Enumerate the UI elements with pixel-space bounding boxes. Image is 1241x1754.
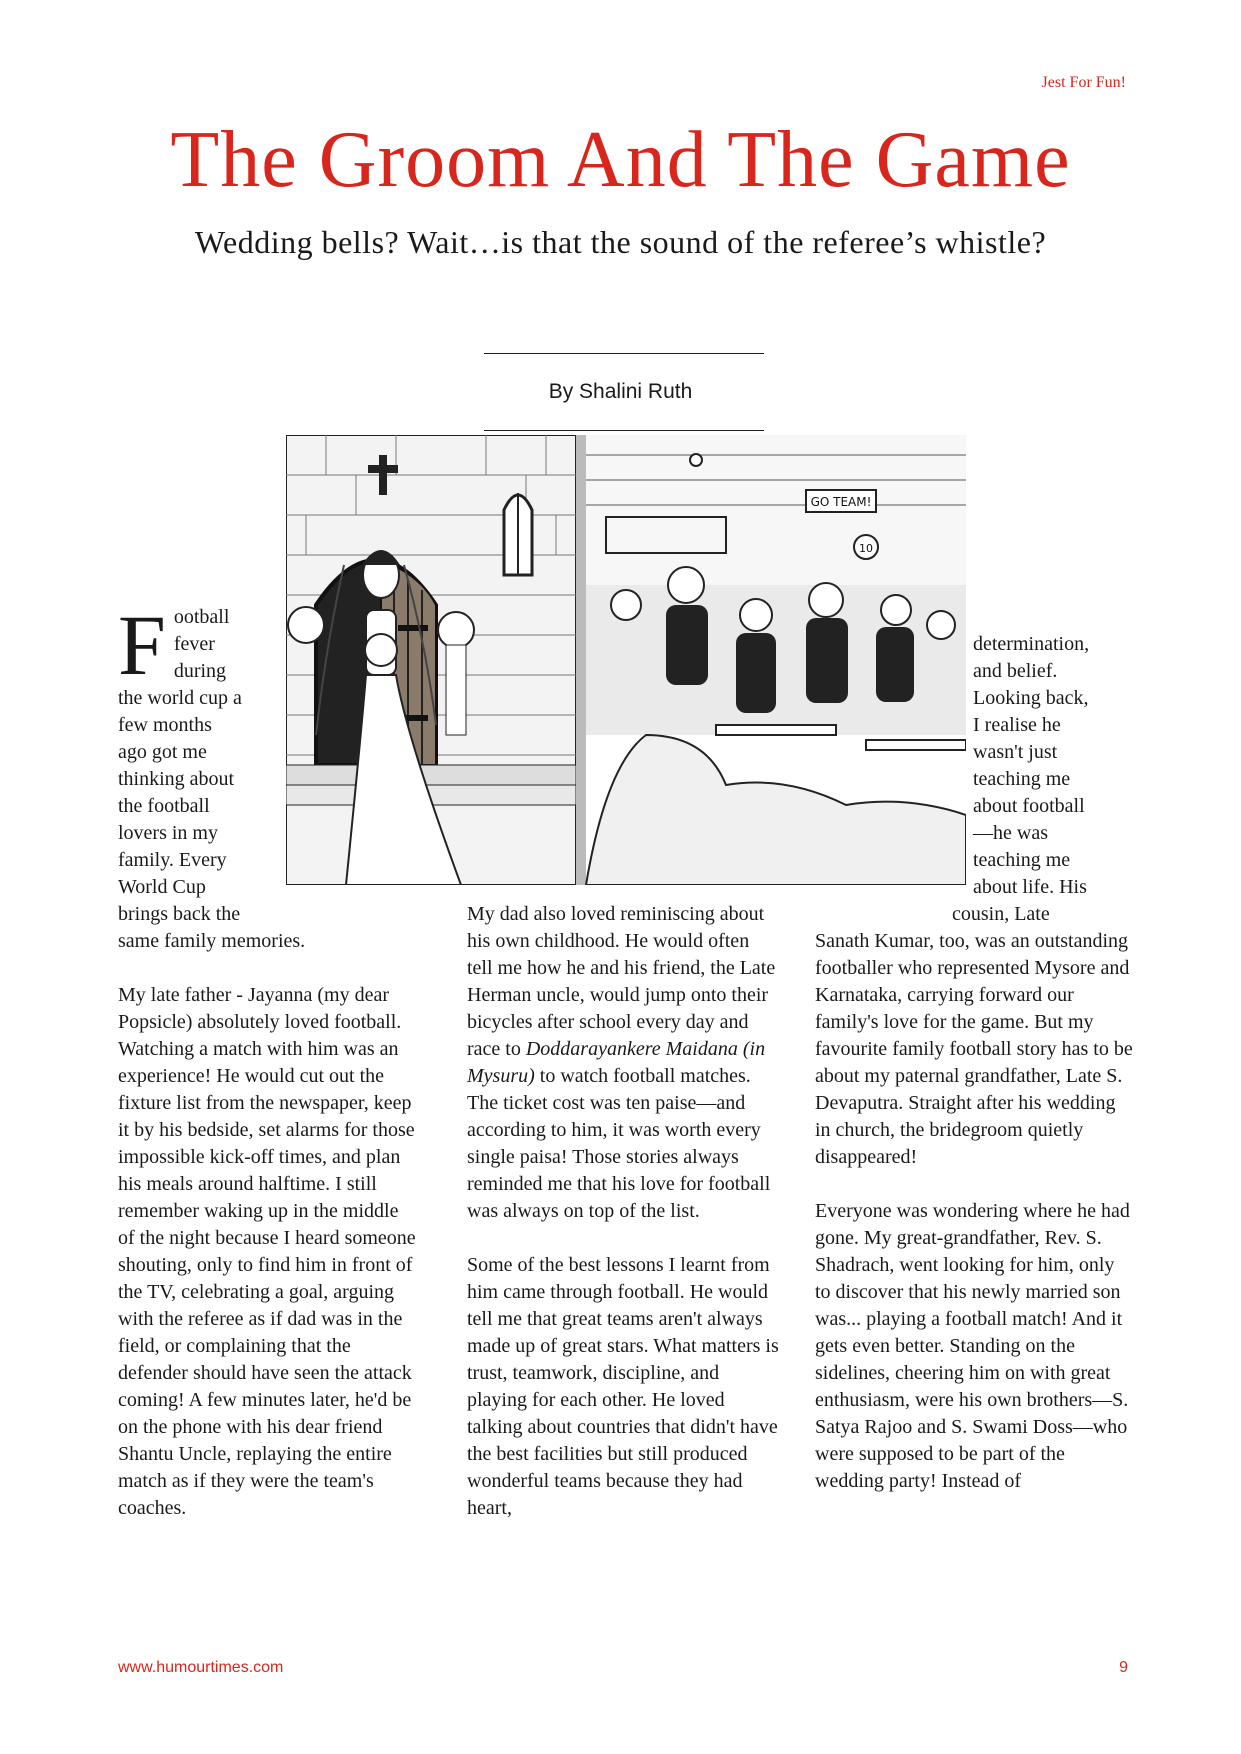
line: teaching me	[973, 849, 1071, 871]
col1-paragraph-1	[118, 597, 418, 955]
line: wasn't just	[973, 741, 1058, 763]
place-name: Doddarayankere Maidana (in Mysuru)	[467, 1038, 766, 1087]
drop-cap: F	[118, 597, 166, 693]
article-title: The Groom And The Game	[170, 116, 1071, 204]
col2-p1-text: My dad also loved reminiscing about his own childhood. He would often tell me how he and his friend, the Late Herman uncle, would jump onto their bicycles after school every day and race to	[467, 903, 776, 1060]
line: few months	[118, 714, 212, 736]
section-tag: Jest For Fun!	[1041, 74, 1126, 91]
byline-rule-top	[484, 353, 764, 354]
col1-paragraph-2: My late father - Jayanna (my dear Popsicle) absolutely loved football. Watching a match with him was an experience! He would cut out the fixture list from the newspaper, keep it by his bedside, set alarms for those impossible kick-off times, and plan his meals around halftime. I still remember waking up in the middle of the night because I heard someone shouting, only to find him in front of the TV, celebrating a goal, arguing with the referee as if dad was in the field, or complaining that the defender should have seen the attack coming! A few minutes later, he'd be on the phone with his dear friend Shantu Uncle, replaying the entire match as if they were the team's coaches.	[118, 984, 416, 1519]
line: during	[173, 660, 227, 682]
col3-paragraph-1: Sanath Kumar, too, was an outstanding footballer who represented Mysore and Karnataka, carrying forward our family's love for the game. But my favourite family football story has to be about my paternal grandfather, Late S. Devaputra. Straight after his wedding in church, the bridegroom quietly disappeared!	[815, 930, 1133, 1168]
col2-paragraph-2: Some of the best lessons I learnt from him came through football. He would tell me that great teams aren't always made up of great stars. What matters is trust, teamwork, discipline, and playing for each other. He loved talking about countries that didn't have the best facilities but still produced wonderful teams because they had heart,	[467, 1254, 779, 1519]
page-number: 9	[1119, 1659, 1128, 1676]
column-1	[118, 597, 418, 1522]
column-3-wrap-last: cousin, Late	[952, 903, 1050, 925]
line: World Cup	[118, 876, 206, 898]
line: lovers in my	[118, 822, 218, 844]
article-subtitle: Wedding bells? Wait…is that the sound of the referee’s whistle?	[194, 224, 1047, 260]
line: family. Every	[118, 849, 227, 871]
line: determination,	[973, 633, 1090, 655]
line: thinking about	[118, 768, 235, 790]
line: teaching me	[973, 768, 1071, 790]
line: ootball	[173, 606, 230, 628]
line: about football	[973, 795, 1085, 817]
line: fever	[173, 633, 215, 655]
byline-rule-bottom	[484, 430, 764, 431]
column-3-wrap	[973, 631, 1123, 901]
column-3	[815, 928, 1133, 1495]
footer-url[interactable]: www.humourtimes.com	[118, 1659, 284, 1676]
line: ago got me	[118, 741, 207, 763]
go-team-sign: GO TEAM!	[810, 495, 872, 509]
line: same family memories.	[118, 930, 306, 952]
line: about life. His	[973, 876, 1087, 898]
byline: By Shalini Ruth	[548, 380, 693, 403]
line: I realise he	[973, 714, 1061, 736]
line: —he was	[973, 822, 1048, 844]
column-2	[467, 901, 779, 1522]
line: and belief.	[973, 660, 1058, 682]
col2-paragraph-1	[467, 901, 779, 1225]
col2-p1-text-end: to watch football matches. The ticket cost was ten paise—and according to him, it was worth every single paisa! Those stories always reminded me that his love for football was always on top of the list.	[467, 1065, 771, 1222]
line: the world cup a	[118, 687, 242, 709]
line: brings back the	[118, 903, 241, 925]
line: Looking back,	[973, 687, 1089, 709]
jersey-number: 10	[859, 542, 873, 555]
line: the football	[118, 795, 210, 817]
col3-paragraph-2: Everyone was wondering where he had gone. My great-grandfather, Rev. S. Shadrach, went looking for him, only to discover that his newly married son was... playing a football match! And it gets even better. Standing on the sidelines, cheering him on with great enthusiasm, were his own brothers—S. Satya Rajoo and S. Swami Doss—who were supposed to be part of the wedding party! Instead of	[815, 1200, 1130, 1492]
